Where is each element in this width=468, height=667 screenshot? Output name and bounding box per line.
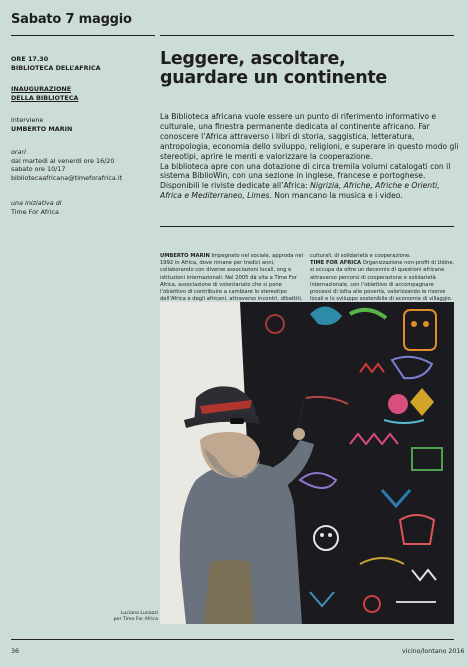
article-title xyxy=(160,50,460,88)
speaker-label: interviene xyxy=(11,116,44,124)
speaker-name: UMBERTO MARIN xyxy=(11,124,73,133)
photo-credit xyxy=(98,611,158,623)
intro-paragraph-2: La biblioteca apre con una dotazione di circa tremila volumi catalogati con il sistema BiblioWin, con una sezione in inglese, francese e portoghese. Disponibili le riviste dedicate all’Africa: xyxy=(160,161,451,191)
initiative-block xyxy=(11,199,151,216)
divider-intro-bottom xyxy=(160,226,454,227)
divider-top-left xyxy=(11,35,155,36)
bio-continuation: culturali, di solidarietà e cooperazione. xyxy=(310,253,411,259)
hours-weekdays: dal martedì al venerdì ore 16/20 xyxy=(11,156,115,165)
photo-credit-org: per Time For Africa xyxy=(113,617,158,623)
intro-paragraph-1: La Biblioteca africana vuole essere un punto di riferimento informativo e culturale, una finestra permanente dedicata al continente africano. Far conoscere l’Africa attraverso i libri di storia, saggistica, letteratura, antropologia, economia dello sviluppo, religioni, e superare in questo modo gli stereotipi, aprire le menti e valorizzare la cooperazione. xyxy=(160,112,459,161)
event-time: ORE 17.30 xyxy=(11,55,49,63)
hours-label: orari xyxy=(11,148,26,156)
event-time-venue xyxy=(11,55,151,72)
photographer-name: Luciano Lunazzi xyxy=(120,611,158,616)
divider-top-right xyxy=(160,35,454,36)
title-line-2: guardare un continente xyxy=(160,68,388,88)
org-name: TIME FOR AFRICA xyxy=(310,260,362,267)
initiative-label: una iniziativa di xyxy=(11,199,62,207)
bio-time-for-africa xyxy=(310,253,456,303)
event-type-line-2: DELLA BIBLIOTECA xyxy=(11,93,79,102)
event-type-line-1: INAUGURAZIONE xyxy=(11,85,72,93)
magazine-list: Nigrizia, Afriche, Afriche e Orienti, Africa e Mediterraneo, Limes xyxy=(160,181,440,201)
article-intro xyxy=(160,112,460,201)
contact-email: bibliotecaafricana@timeforafrica.it xyxy=(11,173,123,182)
hours-saturday: sabato ore 10/17 xyxy=(11,165,66,174)
opening-hours xyxy=(11,148,151,182)
event-type xyxy=(11,85,151,102)
org-text: Organizzazione non-profit di Udine, si occupa da oltre un decennio di questioni africane attraverso percorsi di cooperazione e solidarietà internazionale, con l’obiettivo di accompagnare processi di lotta alle povertà, valorizzando le risorse locali e lo sviluppo sostenibile di economie di villaggio. xyxy=(310,260,455,303)
magazine-name: vicino/lontano 2016 xyxy=(402,648,465,655)
artist-painting-photo xyxy=(160,302,454,624)
speaker-block xyxy=(11,116,151,133)
divider-footer xyxy=(11,639,454,640)
date-heading: Sabato 7 maggio xyxy=(11,12,132,27)
initiative-name: Time For Africa xyxy=(11,207,59,216)
bio-text: Impegnato nel sociale, approda nel 1992 in Africa, dove rimane per tredici anni, collaborando con diverse associazioni locali, ong e istituzioni internazionali. Nel 2005 dà vita a Time For Africa, associazione di volontariato che si pone l’obiettivo di contribuire a cambiare lo stereotipo dell’Africa e degli africani, attraverso incontri, dibattiti, xyxy=(160,253,304,303)
intro-paragraph-2-end: . Non mancano la musica e i video. xyxy=(269,191,403,201)
page-number: 36 xyxy=(11,648,20,655)
bio-name: UMBERTO MARIN xyxy=(160,253,210,259)
event-venue: BIBLIOTECA DELL’AFRICA xyxy=(11,63,101,72)
title-line-1: Leggere, ascoltare, xyxy=(160,49,346,69)
